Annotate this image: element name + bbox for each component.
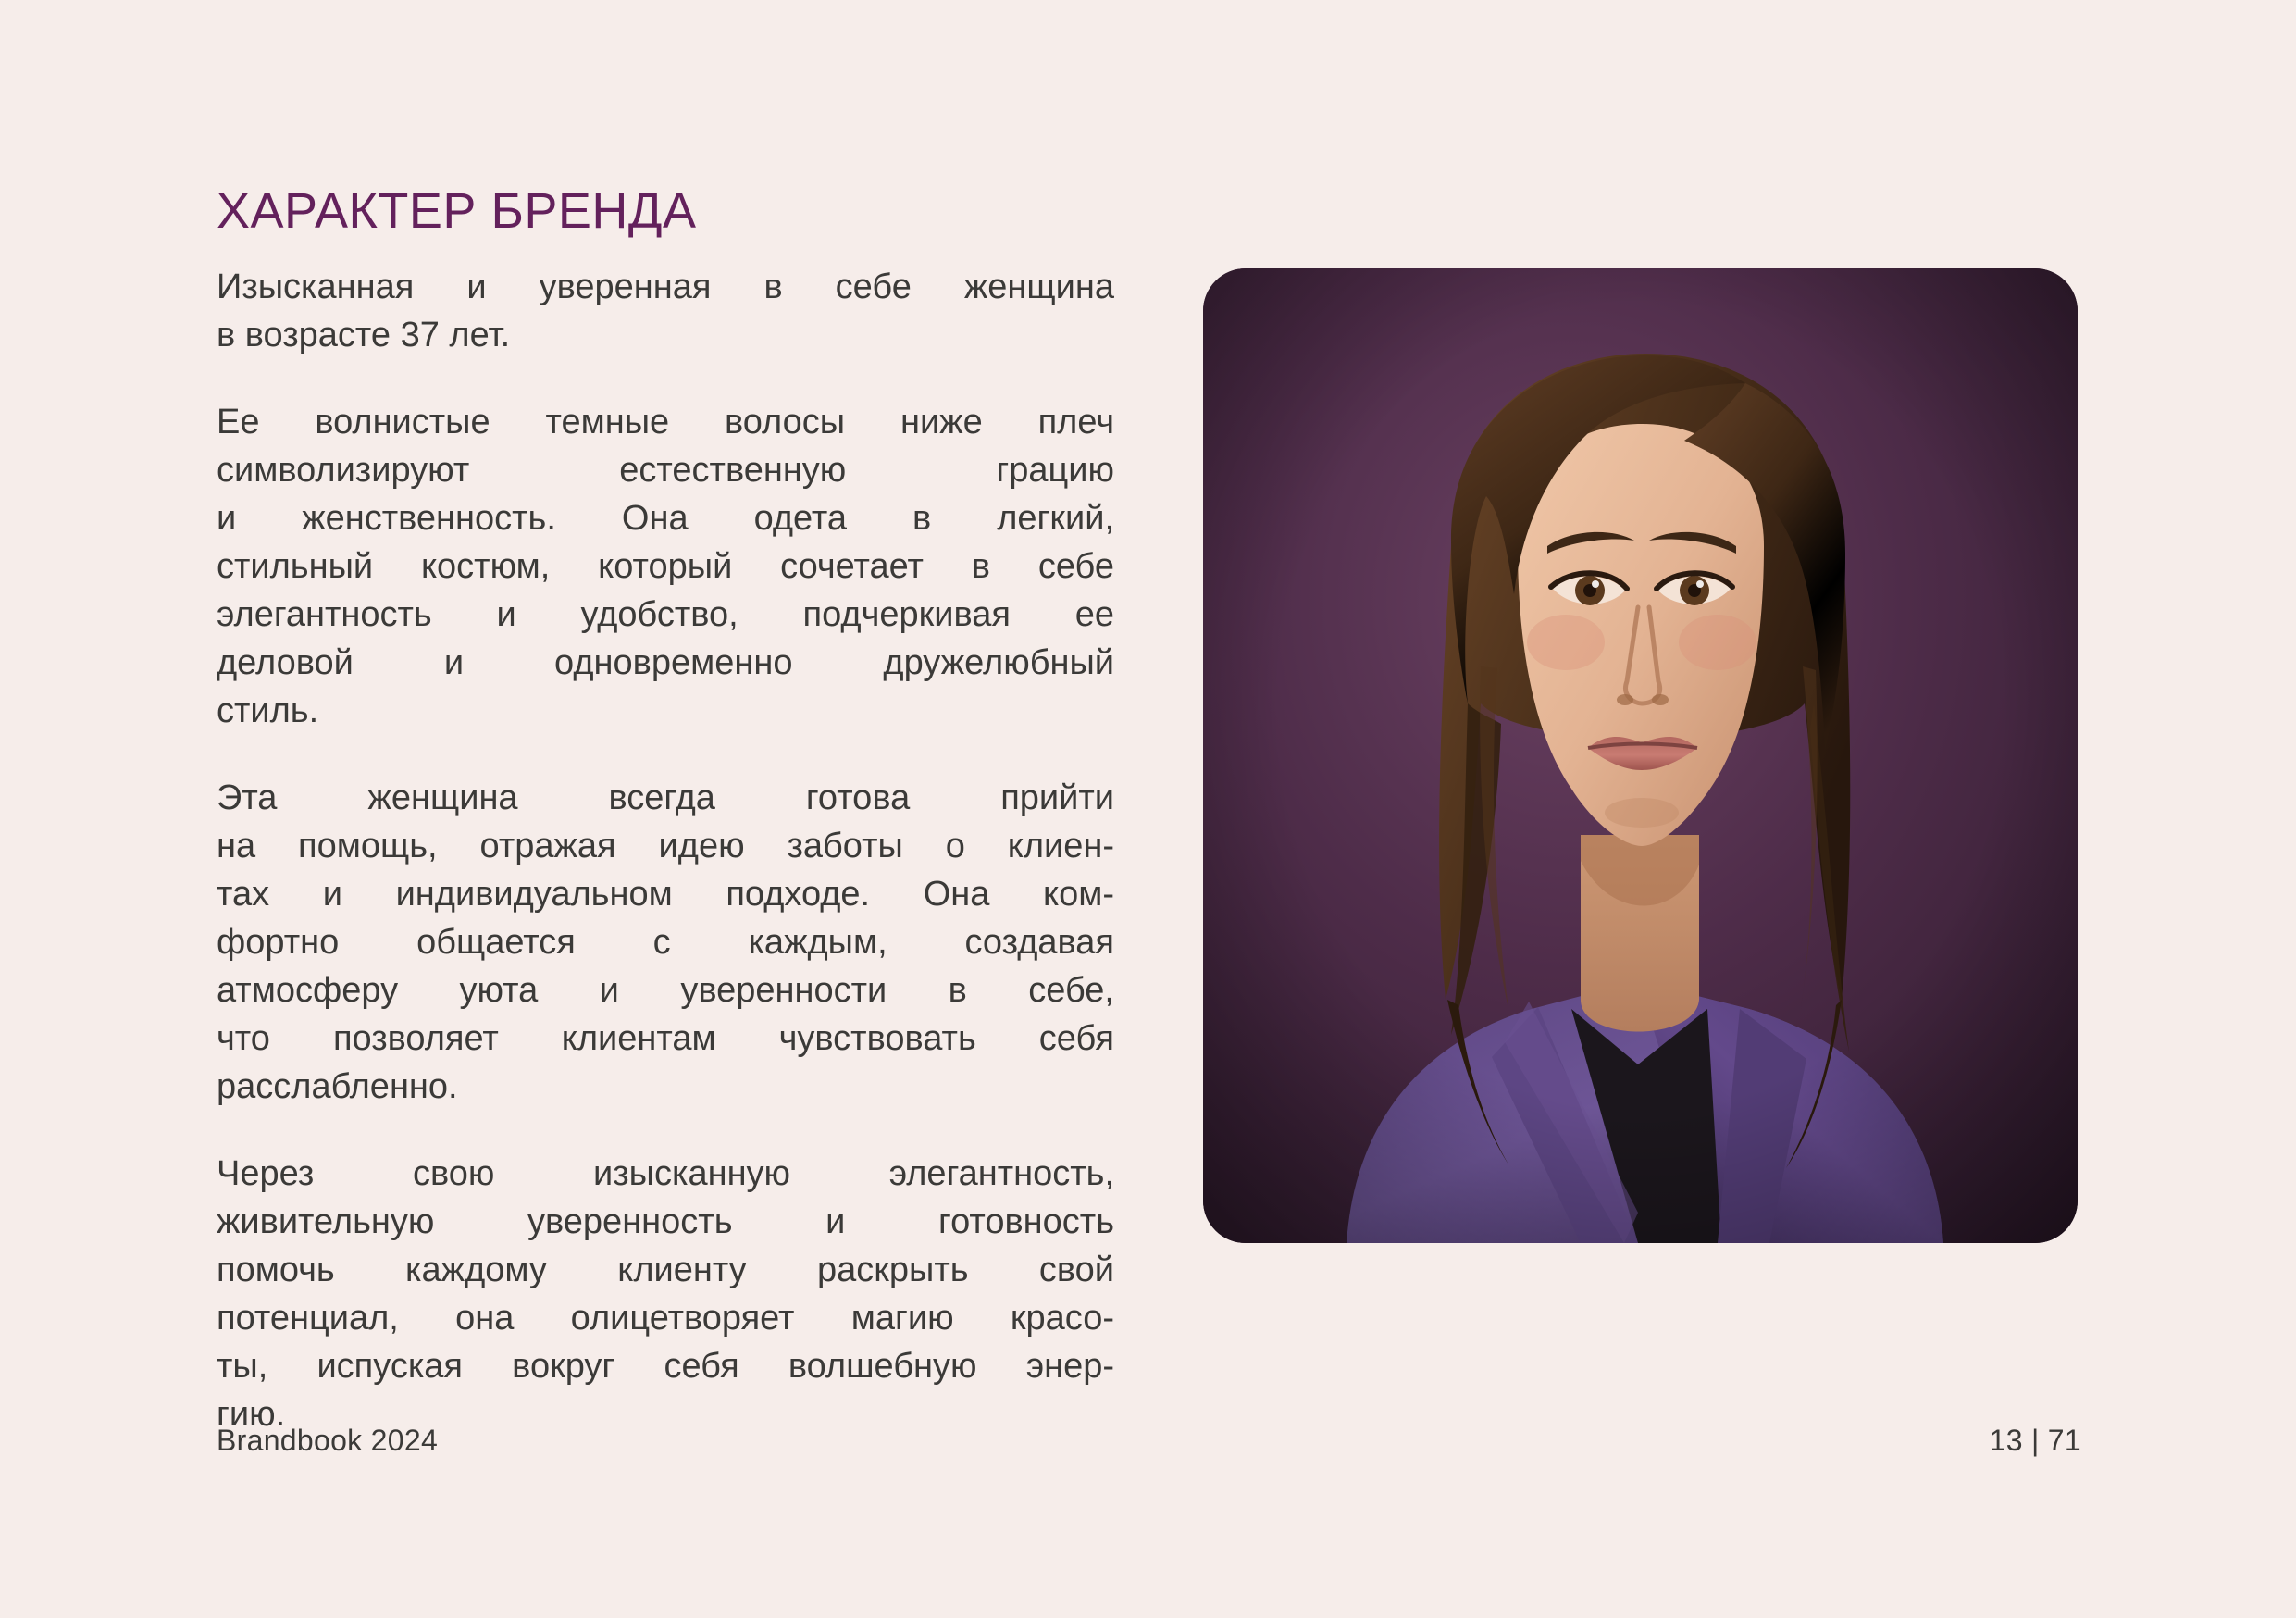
paragraph-line: Эта женщина всегда готова прийти [217,778,1114,817]
paragraph-3 [217,774,1114,1111]
paragraph-line: помочь каждому клиенту раскрыть свой [217,1251,1114,1289]
paragraph-line: живительную уверенность и готовность [217,1202,1114,1241]
paragraph-line: потенциал, она олицетворяет магию красо- [217,1299,1114,1338]
paragraph-1 [217,263,1114,359]
brand-character-portrait [1203,268,2078,1243]
paragraph-line: расслабленно. [217,1067,458,1106]
page-indicator: 13 | 71 [1989,1424,2081,1457]
paragraph-4 [217,1150,1114,1438]
paragraph-line: деловой и одновременно дружелюбный [217,643,1114,682]
footer-brand-label: Brandbook 2024 [217,1424,439,1457]
paragraph-line: атмосферу уюта и уверенности в себе, [217,971,1114,1010]
paragraph-line: Через свою изысканную элегантность, [217,1154,1114,1193]
paragraph-line: стильный костюм, который сочетает в себе [217,547,1114,586]
portrait-illustration [1203,268,2078,1243]
paragraph-line: в возрасте 37 лет. [217,316,511,355]
paragraph-line: и женственность. Она одета в легкий, [217,499,1114,538]
paragraph-line: Изысканная и уверенная в себе женщина [217,268,1114,306]
paragraph-line: фортно общается с каждым, создавая [217,923,1114,962]
paragraph-line: гию. [217,1395,286,1434]
portrait-vignette [1203,268,2078,1243]
paragraph-line: элегантность и удобство, подчеркивая ее [217,595,1114,634]
paragraph-line: ты, испуская вокруг себя волшебную энер- [217,1347,1114,1386]
paragraph-line: тах и индивидуальном подходе. Она ком- [217,875,1114,914]
paragraph-line: стиль. [217,691,319,730]
paragraph-line: что позволяет клиентам чувствовать себя [217,1019,1114,1058]
paragraph-2 [217,398,1114,735]
page-title: ХАРАКТЕР БРЕНДА [217,183,697,240]
paragraph-line: символизируют естественную грацию [217,451,1114,490]
text-column [217,263,1114,1438]
paragraph-line: на помощь, отражая идею заботы о клиен- [217,827,1114,865]
paragraph-line: Ее волнистые темные волосы ниже плеч [217,403,1114,442]
